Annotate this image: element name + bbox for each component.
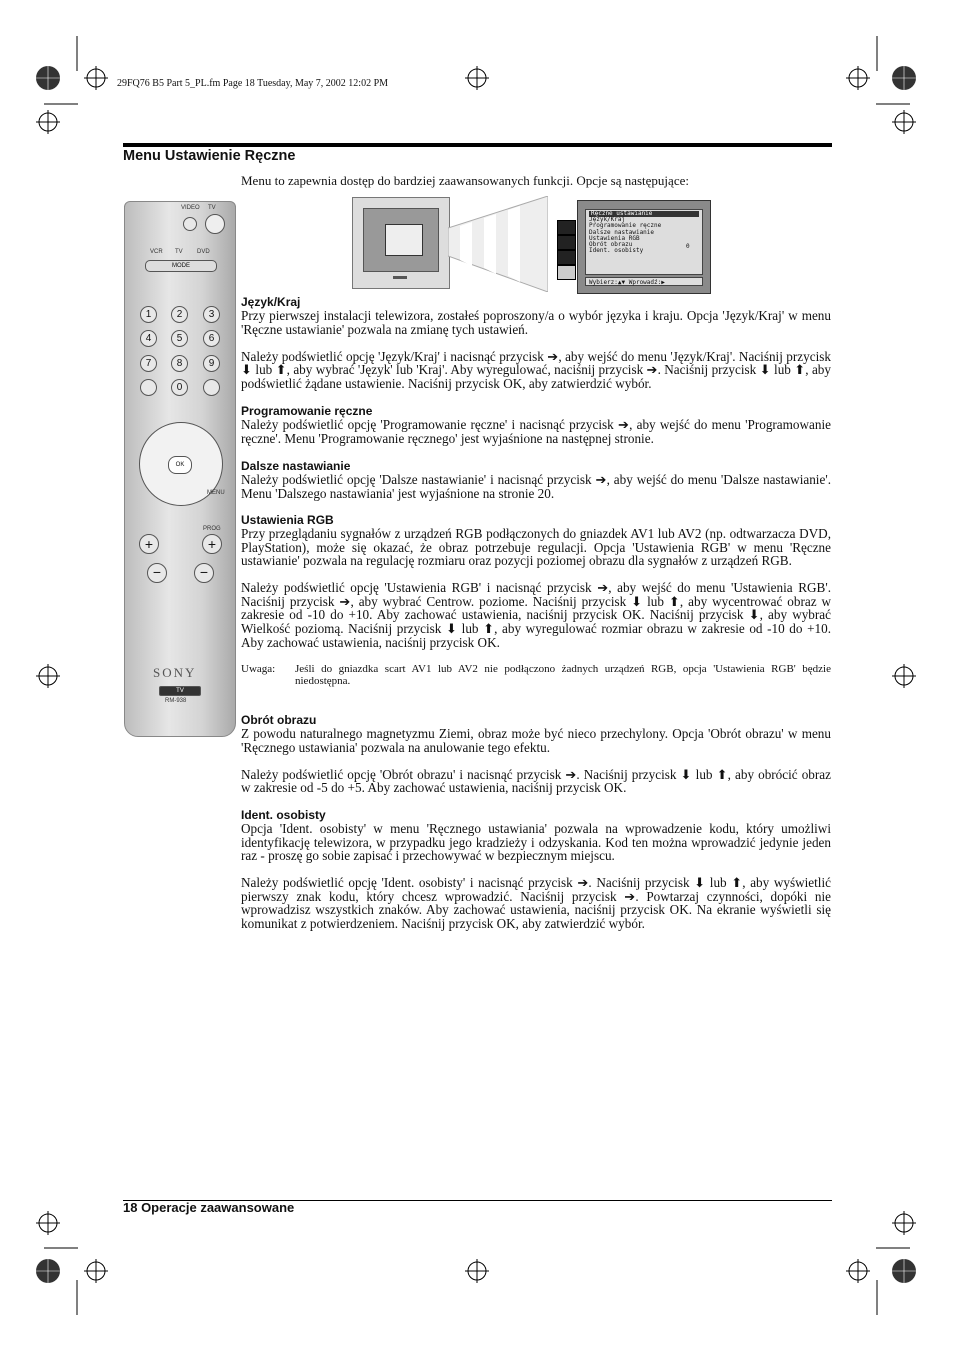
osd-item-4: Ustawienia RGB [589,234,640,242]
section-rgb [241,513,831,696]
section-dalsze [241,459,831,514]
intro-text: Menu to zapewnia dostęp do bardziej zaawansowanych funkcji. Opcje są następujące: [241,173,689,188]
osd-menu-panel [585,209,703,275]
return-button [203,379,220,396]
volume-down-button: − [147,563,167,583]
section-obrot [241,713,831,808]
dvd-label: DVD [197,249,210,255]
osd-item-1: Język/Kraj [589,216,626,224]
zoom-beam-graphic [448,196,548,292]
heading-obrot: Obrót obrazu [241,713,317,727]
heading-prog: Programowanie ręczne [241,404,373,418]
tv-badge: TV [159,686,201,696]
video-power-button [183,217,197,231]
heading-jezyk: Język/Kraj [241,295,301,309]
page-title: Menu Ustawienie Ręczne [123,148,296,164]
digit-9-button: 9 [203,355,220,372]
section-ident [241,808,831,944]
obrot-para-2: Należy podświetlić opcję 'Obrót obrazu' i nacisnąć przycisk ➔. Naciśnij przycisk ⬇ lub ⬆, aby obrócić obraz w zakresie od -5 do +5. Aby zachować ustawienia, naciśnij przycisk OK. [241,766,831,796]
page-footer: 18 Operacje zaawansowane [123,1200,295,1215]
sound-icon [557,235,576,250]
digit-1-button: 1 [140,306,157,323]
ident-para-1: Opcja 'Ident. osobisty' w menu 'Ręcznego ustawiania' pozwala na wprowadzenie kodu, który umożliwi identyfikację telewizora, w przypadku jego kradzieży i odzyskania. Kod ten można wprowadzić jedynie jeden raz - proszę go sobie zapisać i przechowywać w bezpiecznym miejscu. [241,821,831,864]
digit-3-button: 3 [203,306,220,323]
dalsze-para-1: Należy podświetlić opcję 'Dalsze nastawianie' i nacisnąć przycisk ➔, aby wejść do menu 'Dalsze nastawianie'. Menu 'Dalszego nastawiania' jest wyjaśnione na stronie 20. [241,472,831,501]
sony-logo: SONY [153,665,197,680]
digit-0-button: 0 [171,379,188,396]
ident-para-2: Należy podświetlić opcję 'Ident. osobisty' i nacisnąć przycisk ➔. Naciśnij przycisk ⬇ lub ⬆, aby wyświetlić pierwszy znak kodu, który chcesz wprowadzić. Naciśnij przycisk ➔. Powtarzaj czynności, dopóki nie wprowadzisz wszystkich znaków. Aby zachować ustawienia, naciśnij przycisk OK. Na ekranie wyświetli się komunikat z potwierdzeniem. Naciśnij przycisk OK, aby zatwierdzić wybór. [241,875,831,932]
osd-menu-screenshot [577,200,711,294]
digit-7-button: 7 [140,355,157,372]
rgb-note [241,663,831,687]
model-label: RM-938 [165,698,187,704]
osd-item-3: Dalsze nastawianie [589,228,655,236]
digit-5-button: 5 [171,330,188,347]
menu-label: MENU [207,490,225,496]
mode-switch: MODE [145,260,217,272]
obrot-para-1: Z powodu naturalnego magnetyzmu Ziemi, obraz może być nieco przechylony. Opcja 'Obrót obrazu' w menu 'Ręcznego ustawiania' pozwala na anulowanie tego efektu. [241,726,831,755]
picture-icon [557,220,576,235]
osd-footer: Wybierz:▲▼ Wprowadź:▶ [585,277,703,286]
digit-4-button: 4 [140,330,157,347]
section-prog [241,404,831,459]
ok-button: OK [168,456,192,474]
osd-item-6: Ident. osobisty [589,247,644,255]
vcr-label: VCR [150,249,163,255]
volume-up-button: + [139,534,159,554]
osd-item-2: Programowanie ręczne [589,222,662,230]
osd-item-5: Obrót obrazu [589,241,633,249]
osd-title: Ręczne ustawianie [589,211,699,217]
digit-6-button: 6 [203,330,220,347]
tv-power-button [205,214,225,234]
rgb-para-1: Przy przeglądaniu sygnałów z urządzeń RGB podłączonych do gniazdek AV1 lub AV2 (np. odtwarzacza DVD, PlayStation), może się okazać, że obraz potrzebuje regulacji. Opcja 'Ustawienia RGB' w menu 'Ręczne ustawianie' pozwala na regulację rozmiaru oraz pozycji poziomej obrazu dla sygnałów z urządzeń RGB. [241,526,831,569]
prog-para-1: Należy podświetlić opcję 'Programowanie ręczne' i nacisnąć przycisk ➔, aby wejść do menu 'Programowanie ręczne'. Menu 'Programowanie ręcznego' jest wyjaśnione na następnej stronie. [241,417,831,446]
rgb-para-2: Należy podświetlić opcję 'Ustawienia RGB' i nacisnąć przycisk ➔, aby wejść do menu 'Ustawienia RGB'. Naciśnij przycisk ➔, aby wybrać Centrow. poziome. Naciśnij przycisk ⬇ lub ⬆, aby wycentrować obraz w zakresie od -10 do +10. Aby zachować ustawienia, naciśnij przycisk OK. Naciśnij przycisk ⬇, aby wybrać Wielkość poziomą. Naciśnij przycisk ⬇ lub ⬆, aby wyregulować rozmiar obrazu w zakresie od -10 do +10. Aby zachować ustawienia, naciśnij przycisk OK. [241,580,831,650]
info-button [140,379,157,396]
note-text: Jeśli do gniazdka scart AV1 lub AV2 nie podłączono żadnych urządzeń RGB, opcja 'Ustawienia RGB' będzie niedostępna. [295,662,831,687]
tv-set-illustration [352,197,450,289]
heading-rgb: Ustawienia RGB [241,513,334,527]
setup-icon [557,265,576,280]
jezyk-para-2: Należy podświetlić opcję 'Język/Kraj' i nacisnąć przycisk ➔, aby wejść do menu 'Język/Kraj'. Naciśnij przycisk ⬇ lub ⬆, aby wybrać 'Język' lub 'Kraj'. Aby wyregulować, naciśnij przycisk ➔. Naciśnij przycisk ⬇ lub ⬆, aby podświetlić żądane ustawienie. Naciśnij przycisk OK, aby zatwierdzić wybór. [241,348,831,391]
top-rule [123,143,832,147]
video-label: VIDEO [181,205,200,211]
prog-up-button: + [202,534,222,554]
features-icon [557,250,576,265]
tv-mode-label: TV [175,249,183,255]
section-jezyk [241,295,831,404]
prog-down-button: − [194,563,214,583]
prog-label: PROG [203,526,221,532]
digit-2-button: 2 [171,306,188,323]
heading-dalsze: Dalsze nastawianie [241,459,351,473]
digit-8-button: 8 [171,355,188,372]
heading-ident: Ident. osobisty [241,808,326,822]
jezyk-para-1: Przy pierwszej instalacji telewizora, zostałeś poproszony/a o wybór języka i kraju. Opcja 'Język/Kraj' w menu 'Ręczne ustawianie' pozwala na zmianę tych ustawień. [241,308,831,337]
tv-label: TV [208,205,216,211]
remote-control [124,201,236,737]
osd-value: 0 [686,243,690,250]
note-label: Uwaga: [241,662,276,675]
file-header: 29FQ76 B5 Part 5_PL.fm Page 18 Tuesday, May 7, 2002 12:02 PM [117,78,389,89]
